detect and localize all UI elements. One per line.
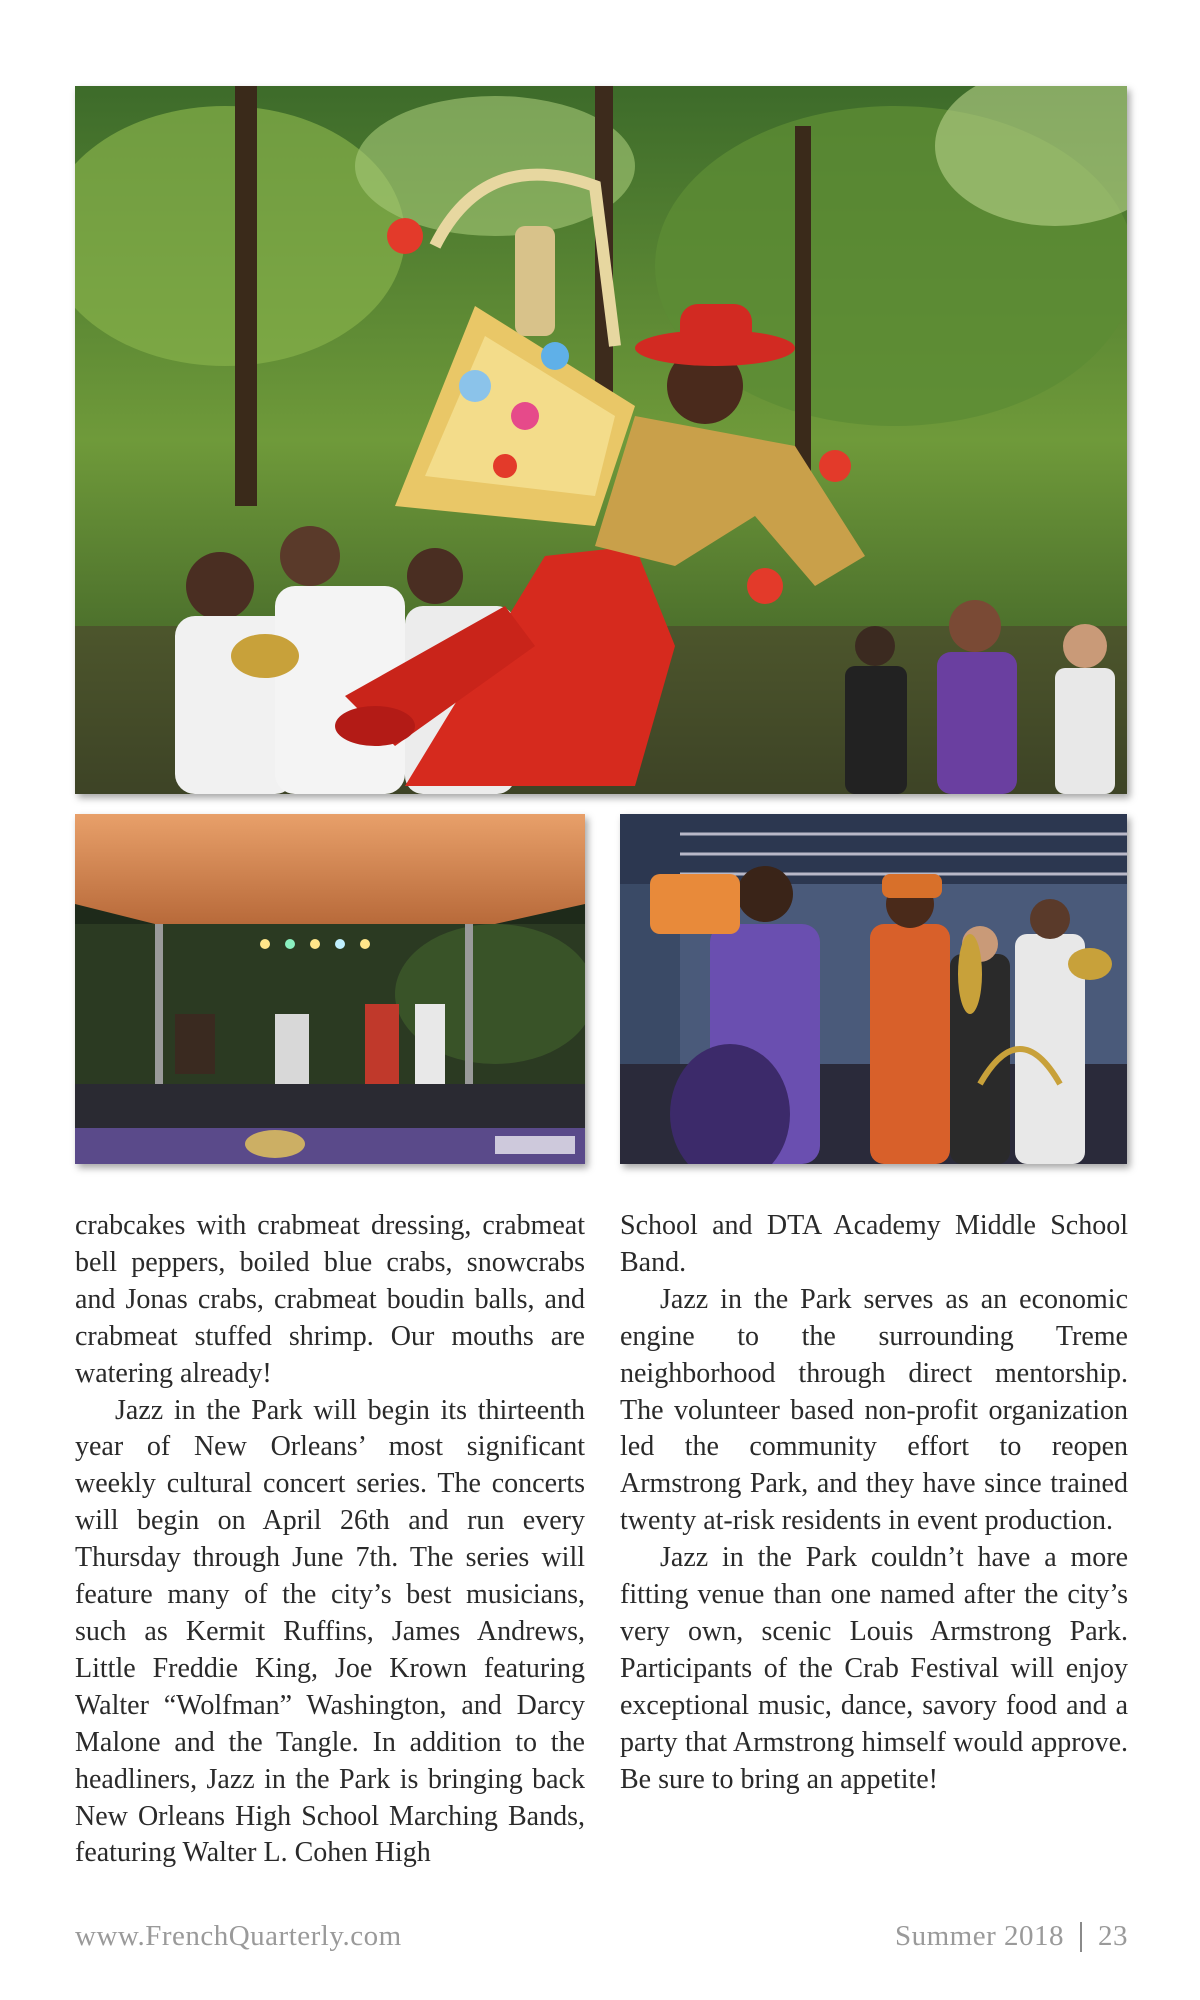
footer-issue-info	[895, 1920, 1128, 1953]
footer-issue: Summer 2018	[894, 1920, 1064, 1952]
page-number: 23	[1098, 1920, 1128, 1952]
article-paragraph: Jazz in the Park will begin its thirteenth year of New Orleans’ most significant weekly cultural concert series. The concerts will begin on April 26th and run every Thursday through June 7th. The series will feature many of the city’s best musicians, such as Kermit Ruffins, James Andrews, Little Freddie King, Joe Krown featuring Walter “Wolfman” Washington, and Darcy Malone and the Tangle. In addition to the headliners, Jazz in the Park is bringing back New Orleans High School Marching Bands, featuring Walter L. Cohen High	[75, 1394, 585, 1869]
photo-jazz-performer	[75, 86, 1127, 794]
photo-outdoor-stage-graphic	[75, 814, 585, 1164]
article-paragraph: Jazz in the Park couldn’t have a more fitting venue than one named after the city’s very own, scenic Louis Armstrong Park. Participants of the Crab Festival will enjoy exceptional music, dance, savory food and a party that Armstrong himself would approve. Be sure to bring an appetite!	[620, 1542, 1128, 1795]
photo-outdoor-stage	[75, 814, 585, 1164]
article-paragraph: School and DTA Academy Middle School Band.	[620, 1210, 1128, 1278]
footer-divider	[1080, 1922, 1082, 1952]
photo-jazz-performer-graphic	[75, 86, 1127, 794]
photo-costumed-performers-graphic	[620, 814, 1127, 1164]
footer-website: www.FrenchQuarterly.com	[75, 1920, 402, 1952]
article-column-right	[620, 1208, 1128, 1799]
article-paragraph: Jazz in the Park serves as an economic engine to the surrounding Treme neighborhood through direct mentorship. The volunteer based non-profit organization led the community effort to reopen Armstrong Park, and they have since trained twenty at-risk residents in event production.	[620, 1283, 1128, 1537]
photo-costumed-performers	[620, 814, 1127, 1164]
article-column-left	[75, 1208, 585, 1872]
article-paragraph: crabcakes with crabmeat dressing, crabmeat bell peppers, boiled blue crabs, snowcrabs and Jonas crabs, crabmeat boudin balls, and crabmeat stuffed shrimp. Our mouths are watering already!	[75, 1210, 585, 1389]
